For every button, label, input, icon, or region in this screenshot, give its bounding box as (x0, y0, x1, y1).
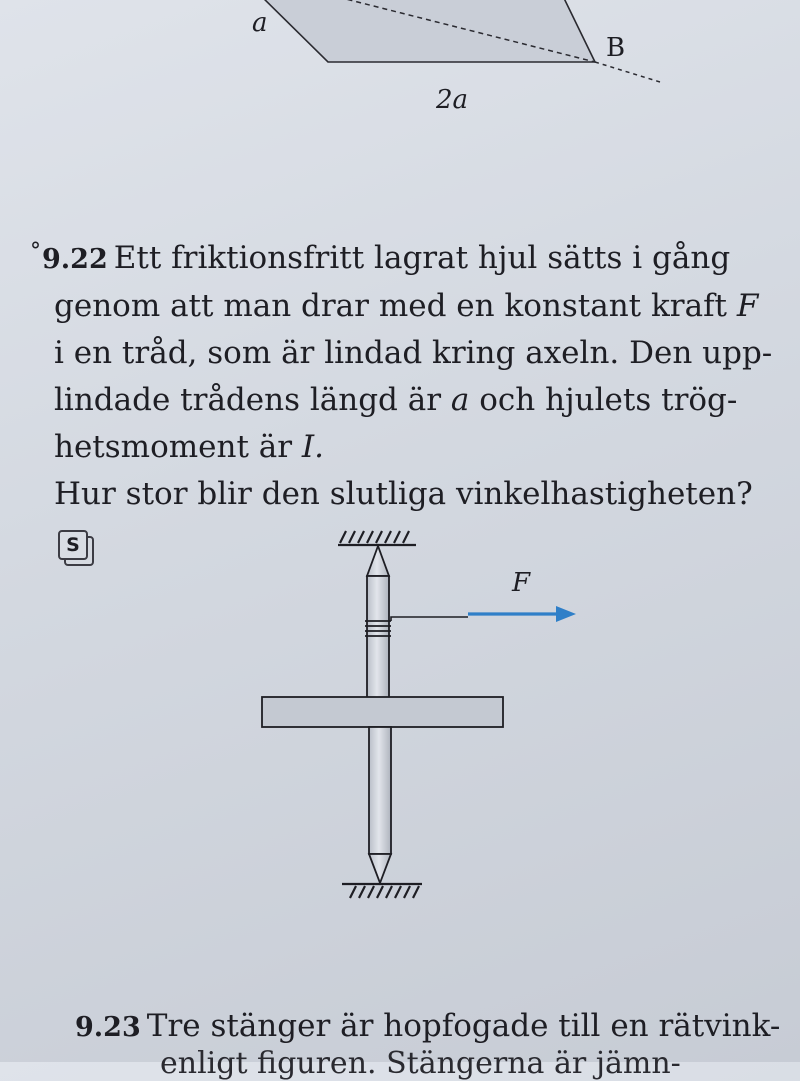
problem-9-23 (75, 1004, 780, 1050)
difficulty-marker: ° (30, 239, 41, 264)
thread-line (391, 617, 468, 621)
label-B: B (606, 33, 626, 63)
shaft-upper (367, 576, 389, 698)
var-I: I. (301, 429, 325, 465)
top-support (338, 531, 416, 545)
force-arrowhead (556, 606, 576, 622)
problem-line-4: lindade trådens längd är a och hjulets trög- (54, 382, 738, 418)
problem-line-5: hetsmoment är I. (54, 429, 325, 465)
next-problem-text: Tre stänger är hopfogade till en rätvink- (146, 1008, 781, 1044)
force-label: F (512, 568, 531, 598)
wheel-disc (262, 697, 503, 727)
var-a: a (450, 382, 470, 418)
shaft-lower (369, 727, 391, 854)
next-problem-cut-line: enligt figuren. Stängerna är jämn- (160, 1046, 681, 1081)
problem-line-3: i en tråd, som är lindad kring axeln. Den upp- (54, 335, 773, 371)
shaft-top-cone (367, 546, 389, 576)
label-2a: 2a (436, 85, 469, 115)
problem-line-2: genom att man drar med en konstant kraft F (54, 288, 759, 324)
shaft-bottom-cone (369, 854, 391, 883)
var-F: F (736, 288, 759, 324)
problem-line-1: °9.22 Ett friktionsfritt lagrat hjul sätts i gång (30, 239, 731, 276)
next-problem-number: 9.23 (75, 1012, 141, 1043)
problem-question: Hur stor blir den slutliga vinkelhastigheten? (54, 476, 753, 512)
problem-number: 9.22 (42, 244, 108, 275)
label-a: a (252, 8, 268, 38)
bottom-support (342, 884, 422, 898)
solution-badge-icon: S (60, 530, 96, 564)
